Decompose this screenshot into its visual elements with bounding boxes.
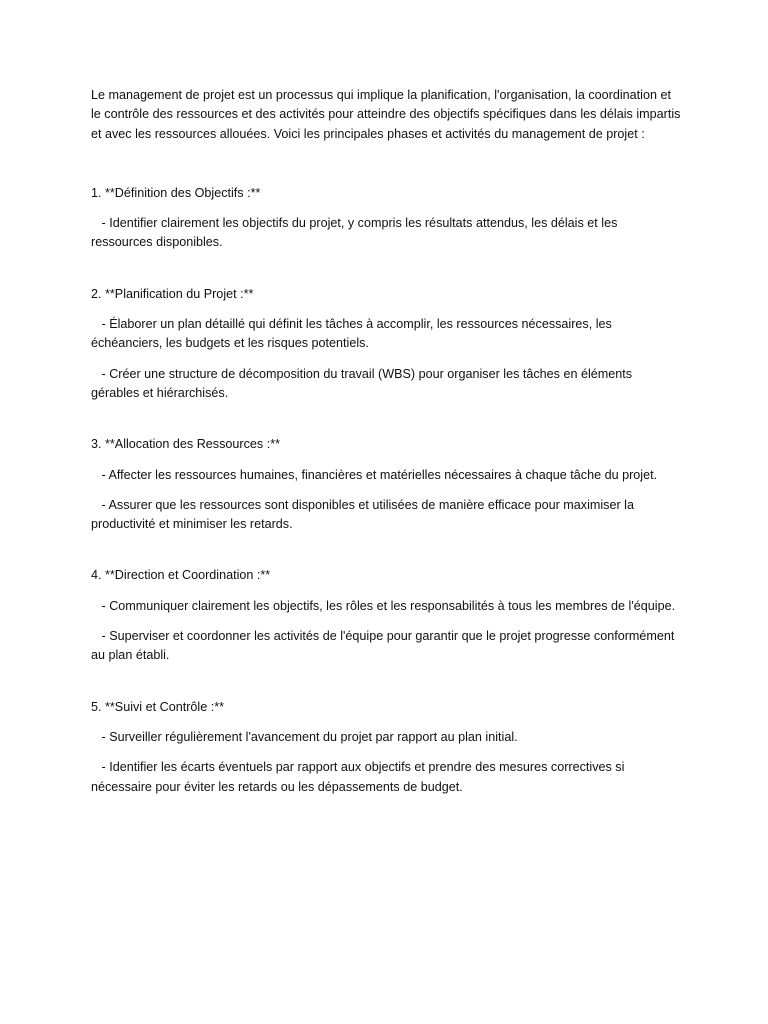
section-planification-projet [91,285,681,403]
bullet-item: - Créer une structure de décomposition du travail (WBS) pour organiser les tâches en éléments gérables et hiérarchisés. [91,366,636,400]
bullet-item: - Communiquer clairement les objectifs, les rôles et les responsabilités à tous les membres de l'équipe. [91,598,676,613]
bullet-item: - Superviser et coordonner les activités de l'équipe pour garantir que le projet progresse conformément au plan établi. [91,629,678,663]
intro-paragraph: Le management de projet est un processus qui implique la planification, l'organisation, la coordination et le contrôle des ressources et des activités pour atteindre des objectifs spécifiques dans les délais impartis et avec les ressources allouées. Voici les principales phases et activités du management de projet : [91,88,681,141]
section-suivi-controle [91,698,681,797]
section-definition-objectifs [91,184,681,253]
section-title: 5. **Suivi et Contrôle :** [91,699,225,714]
section-title: 1. **Définition des Objectifs :** [91,185,261,200]
bullet-item: - Assurer que les ressources sont disponibles et utilisées de manière efficace pour maximiser la productivité et minimiser les retards. [91,497,638,532]
bullet-item: - Élaborer un plan détaillé qui définit les tâches à accomplir, les ressources nécessaires, les échéanciers, les budgets et les risques potentiels. [91,317,616,351]
document-page [91,86,681,829]
bullet-item: - Surveiller régulièrement l'avancement du projet par rapport au plan initial. [91,729,518,744]
section-allocation-ressources [91,435,681,534]
section-title: 4. **Direction et Coordination :** [91,568,271,583]
bullet-item: - Affecter les ressources humaines, financières et matérielles nécessaires à chaque tâche du projet. [91,467,658,482]
bullet-item: - Identifier les écarts éventuels par rapport aux objectifs et prendre des mesures correctives si nécessaire pour éviter les retards ou les dépassements de budget. [91,760,628,794]
section-direction-coordination [91,566,681,665]
section-title: 3. **Allocation des Ressources :** [91,437,281,452]
section-title: 2. **Planification du Projet :** [91,286,254,301]
bullet-item: - Identifier clairement les objectifs du projet, y compris les résultats attendus, les délais et les ressources disponibles. [91,216,621,250]
